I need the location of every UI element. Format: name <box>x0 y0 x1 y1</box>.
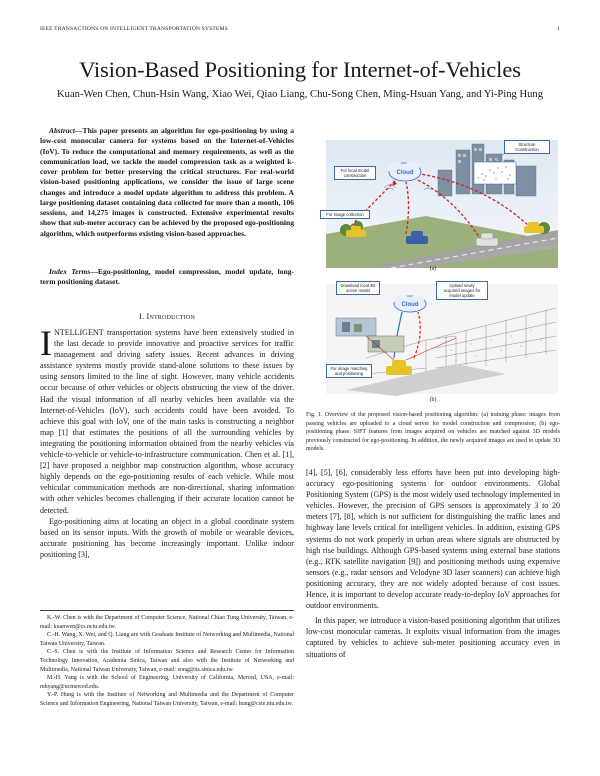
intro-paragraph-1 <box>40 323 295 516</box>
running-header <box>40 26 560 36</box>
intro-first-word: NTELLIGENT <box>54 328 104 337</box>
section-title: Introduction <box>146 312 196 321</box>
footnote: M.-H. Yang is with the School of Engineering, University of California, Merced, USA, e-mail: mhyang@ucmerced.edu. <box>40 675 294 690</box>
index-terms: Index Terms—Ego-positioning, model compression, model update, long-term positioning dataset. <box>40 267 294 287</box>
page-number: 1 <box>557 26 560 32</box>
cloud-label: Cloud <box>401 302 419 308</box>
journal-name: IEEE TRANSACTIONS ON INTELLIGENT TRANSPORTATION SYSTEMS <box>40 26 228 32</box>
figure-1b-label: (b) <box>429 397 437 403</box>
label-image-matching: For image matching and positioning <box>326 364 372 378</box>
section-number: I. <box>138 312 145 321</box>
footnote: Y.-P. Hung is with the Institute of Networking and Multimedia and the Department of Computer Science and Information Engineering, National Taiwan University, Taiwan, e-mail: hung@csie.ntu.edu.tw. <box>40 692 294 707</box>
figure-caption: Fig. 1. Overview of the proposed vision-based positioning algorithm: (a) training phase: images from passing vehicles are uploaded to a cloud server for model construction and compression; (b) ego-positioning phase: SIFT features from images acquired on vehicles are matched against 3D models previously constructed for ego-positioning. In addition, the newly acquired images are used to update 3D models. <box>306 412 560 452</box>
drop-cap: I <box>40 323 52 363</box>
cloud-label: Cloud <box>396 170 414 176</box>
footnotes <box>40 614 294 709</box>
figure-1a-label: (a) <box>429 266 437 272</box>
right-paragraph-2: In this paper, we introduce a vision-based positioning algorithm that utilizes low-cost monocular cameras. It exploits visual information from the images captured by vehicles to achieve sub-meter positioning accuracy even in situations of <box>306 616 560 659</box>
abstract-label: Abstract <box>49 126 75 135</box>
abstract: Abstract—This paper presents an algorithm for ego-positioning by using a low-cost monocular camera for systems based on the Internet-of-Vehicles (IoV). To reduce the computational and memory requirements, as well as the communication load, we tackle the model compression task as a weighted k-cover problem for better preserving the critical structures. For real-world vision-based positioning applications, we consider the issue of large scene changes and introduce a model update algorithm to address this problem. A large positioning dataset containing data collected for more than a month, 106 sessions, and 14,275 images is constructed. Extensive experimental results show that sub-meter accuracy can be achieved by the proposed ego-positioning algorithm, which outperforms existing vision-based approaches. <box>40 126 294 238</box>
figure-1b <box>306 278 560 396</box>
figure-1a <box>306 130 560 272</box>
intro-paragraph-2: Ego-positioning aims at locating an object in a global coordinate system based on its sensor inputs. With the growth of mobile or wearable devices, accurate positioning has become increasingly important. Unlike indoor positioning [3], <box>40 516 294 559</box>
intro-paragraph-1-text: transportation systems have been extensively studied in the last decade to provide innovative and proactive services for traffic management and driving safety issues. Recent advances in driving assistance systems mostly provide stand-alone solutions to these issues by using sensors limited to the line of sight. However, many vehicle accidents occur because of other vehicles or objects obstructing the view of the driver. Had the visual information of all nearby vehicles been available via the Internet-of-Vehicles (IoV), such accidents could have been avoided. To achieve this goal with IoV, one of the main tasks is constructing a neighbor map [1] that estimates the positions of all the surrounding vehicles by integrating the positioning information obtained from the nearby vehicles via vehicle-to-vehicle or vehicle-to-infrastructure communication. Chen et al. [1], [2] have proposed a neighbor map construction algorithm, whose accuracy highly depends on the ego-positioning results of each vehicle. While most vehicular communication methods are non-directional, sharing information with other vehicles becomes challenging if their accurate location cannot be detected. <box>40 328 295 515</box>
abstract-text: This paper presents an algorithm for ego-positioning by using a low-cost monocular camera for systems based on the Internet-of-Vehicles (IoV). To reduce the computational and memory requirements, as well as the communication load, we tackle the model compression task as a weighted k-cover problem for better preserving the critical structures. For real-world vision-based positioning applications, we consider the issue of large scene changes and introduce a model update algorithm to address this problem. A large positioning dataset containing data collected for more than a month, 106 sessions, and 14,275 images is constructed. Extensive experimental results show that sub-meter accuracy can be achieved by the proposed ego-positioning algorithm, which outperforms existing vision-based approaches. <box>40 126 294 238</box>
label-upload-images: Upload newly acquired images for model update <box>436 281 488 300</box>
author-list: Kuan-Wen Chen, Chun-Hsin Wang, Xiao Wei, Qiao Liang, Chu-Song Chen, Ming-Hsuan Yang, and Yi-Ping Hung <box>57 89 543 100</box>
label-structure-construction: Structure Construction <box>504 140 550 154</box>
label-download-model: Download local 3D scene model <box>336 281 380 295</box>
right-column-body <box>306 467 560 660</box>
footnote: K.-W. Chen is with the Department of Computer Science, National Chiao Tung University, Taiwan, e-mail: kuanwen@cs.nctu.edu.tw. <box>40 615 294 630</box>
introduction-body <box>40 323 295 560</box>
index-terms-text: Ego-positioning, model compression, model update, long-term positioning dataset. <box>40 267 294 287</box>
label-image-collection: For image collection <box>320 210 370 219</box>
footnote: C.-H. Wang, X. Wei, and Q. Liang are with Graduate Institute of Networking and Multimedia, National Taiwan University, Taiwan. <box>40 632 294 647</box>
label-model-construction: For local model construction <box>334 166 376 180</box>
paper-title: Vision-Based Positioning for Internet-of-Vehicles <box>79 57 521 82</box>
footnote-rule <box>40 610 294 611</box>
right-paragraph-1: [4], [5], [6], considerably less efforts have been put into developing high-accuracy ego-positioning systems for outdoor environments. Global Positioning System (GPS) is the most widely used technology implemented in vehicles. However, the precision of GPS sensors is approximately 3 to 20 meters [7], [8], which is not sufficient for distinguishing the traffic lanes and highway lane levels critical for intelligent vehicles. In addition, existing GPS systems do not work properly in urban areas where signals are obstructed by high rise buildings. Although GPS-based systems using external base stations (e.g., RTK satellite navigation [9]) and positioning methods using expensive sensors (e.g., radar sensors and Velodyne 3D laser scanners) can achieve high positioning accuracy, they are not widely adopted because of cost issues. Hence, it is important to develop accurate ready-to-deploy IoV approaches for outdoor environments. <box>306 468 560 611</box>
index-terms-label: Index Terms <box>49 267 91 276</box>
figure-1b-illustration <box>306 278 560 396</box>
footnote: C.-S. Chen is with the Institute of Information Science and Research Center for Information Technology Innovation, Academia Sinica, Taiwan and also with the Institute of Networking and Multimedia, National Taiwan University, Taiwan, e-mail: song@iis.sinica.edu.tw. <box>40 649 294 673</box>
section-heading <box>40 312 294 321</box>
point-cloud-thumbnail <box>474 162 516 184</box>
